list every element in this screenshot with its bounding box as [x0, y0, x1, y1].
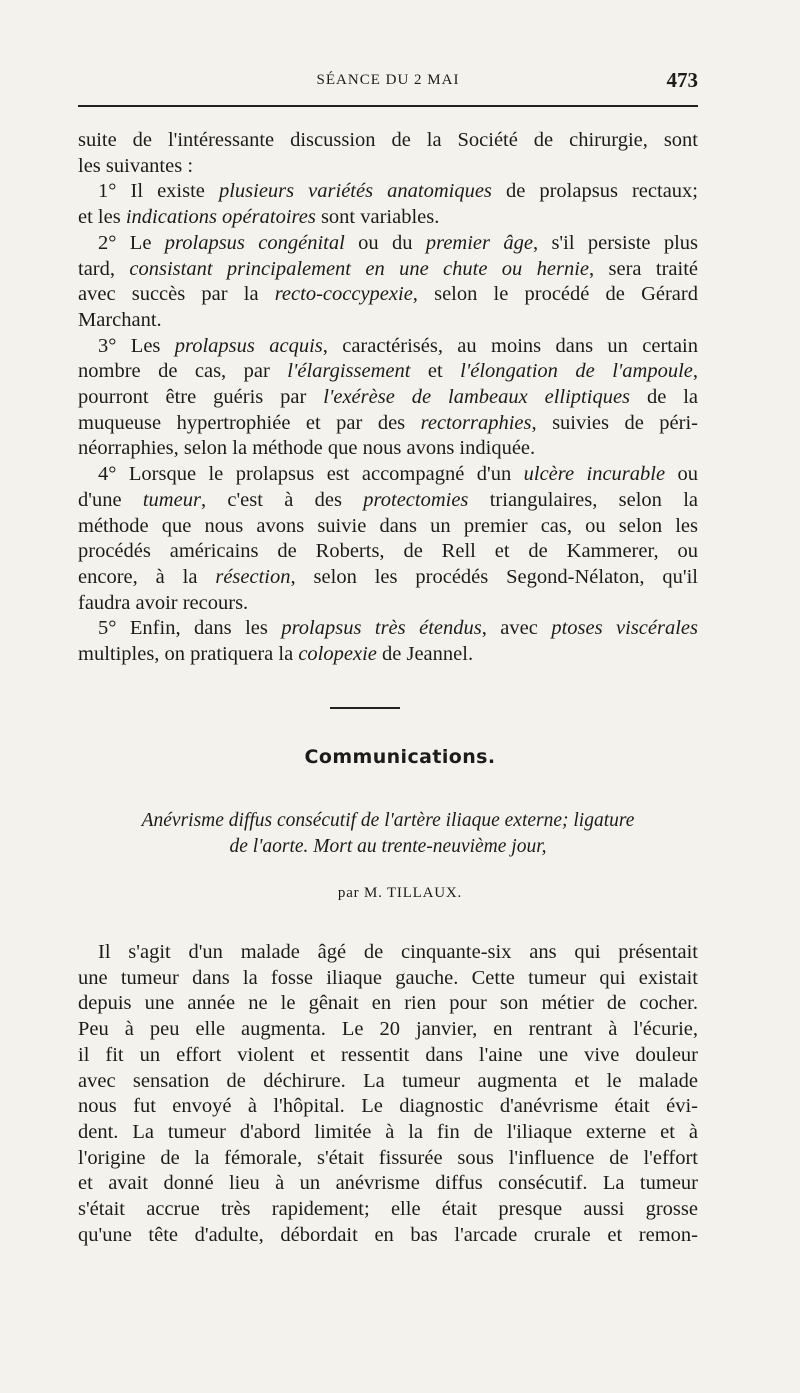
text-run: les suivantes :: [78, 154, 194, 177]
text-run: , selon les procédés Segond-Nélaton, qu'il: [290, 565, 698, 588]
text-run: de prolapsus rectaux;: [491, 180, 698, 203]
text-run: une tumeur dans la fosse iliaque gauche. Cette tumeur qui existait: [78, 966, 698, 989]
text-run: , avec: [481, 617, 552, 640]
article-title: [78, 808, 698, 860]
text-line: [78, 179, 698, 205]
text-run: Il s'agit d'un malade âgé de cinquante-six ans qui présentait: [98, 941, 698, 963]
text-run: , selon le procédé de Gérard: [412, 283, 698, 306]
italic-run: l'élongation de l'ampoule: [460, 360, 693, 383]
text-line: [78, 1069, 698, 1095]
text-run: , suivies de péri-: [531, 411, 698, 434]
intro-text: [78, 128, 698, 668]
text-run: l'origine de la fémorale, s'était fissurée sous l'influence de l'effort: [78, 1146, 698, 1169]
text-run: faudra avoir recours.: [78, 591, 249, 614]
text-run: de Jeannel.: [376, 643, 474, 666]
text-line: [78, 462, 698, 488]
text-run: tard,: [78, 257, 130, 280]
text-line: [78, 940, 698, 966]
text-run: avec succès par la: [78, 283, 275, 306]
text-run: , c'est à des: [200, 488, 364, 511]
text-line: [78, 385, 698, 411]
text-run: depuis une année ne le gênait en rien pour son métier de cocher.: [78, 992, 698, 1015]
text-line: [78, 591, 698, 617]
text-run: et les: [78, 206, 126, 229]
text-run: 5° Enfin, dans les: [98, 617, 282, 640]
text-line: [78, 282, 698, 308]
text-run: de la: [630, 386, 699, 409]
text-line: [78, 154, 698, 180]
italic-run: prolapsus congénital: [164, 231, 345, 254]
text-run: encore, à la: [78, 565, 216, 588]
text-line: [78, 411, 698, 437]
italic-run: prolapsus très étendus: [281, 617, 482, 640]
text-line: [78, 642, 698, 668]
text-run: Marchant.: [78, 308, 162, 331]
text-run: dent. La tumeur d'abord limitée à la fin de l'iliaque externe et à: [78, 1120, 698, 1143]
text-run: 1° Il existe: [98, 180, 219, 203]
text-run: ou du: [344, 231, 426, 254]
body-text: [78, 940, 698, 1248]
italic-run: protectomies: [363, 488, 469, 511]
text-run: , sera traité: [589, 257, 698, 280]
italic-run: recto-coccypexie: [274, 283, 413, 306]
text-line: [78, 539, 698, 565]
text-line: [78, 1094, 698, 1120]
text-line: [78, 1120, 698, 1146]
text-run: Peu à peu elle augmenta. Le 20 janvier, en rentrant à l'écurie,: [78, 1018, 698, 1041]
header-rule: [78, 105, 698, 107]
text-run: multiples, on pratiquera la: [78, 643, 299, 666]
text-line: [78, 488, 698, 514]
text-run: , s'il persiste plus: [532, 231, 699, 254]
text-run: qu'une tête d'adulte, débordait en bas l'arcade crurale et remon-: [78, 1223, 698, 1246]
italic-run: tumeur: [142, 488, 201, 511]
running-title: SÉANCE DU 2 MAI: [316, 72, 460, 88]
text-line: [78, 1146, 698, 1172]
text-line: [78, 514, 698, 540]
text-run: il fit un effort violent et ressentit dans l'aine une vive douleur: [78, 1043, 698, 1066]
italic-run: rectorraphies: [420, 411, 532, 434]
text-run: triangulaires, selon la: [468, 488, 698, 511]
text-line: [78, 565, 698, 591]
text-run: et avait donné lieu à un anévrisme diffus consécutif. La tumeur: [78, 1172, 698, 1195]
text-run: nombre de cas, par: [78, 360, 288, 383]
text-run: 2° Le: [98, 231, 165, 254]
text-line: [78, 1223, 698, 1249]
italic-run: consistant principalement en une chute ou hernie: [129, 257, 590, 280]
text-run: ,: [692, 360, 698, 383]
italic-run: l'exérèse de lambeaux elliptiques: [323, 386, 631, 409]
text-line: [78, 1017, 698, 1043]
text-line: [78, 436, 698, 462]
text-run: sont variables.: [315, 206, 440, 229]
text-run: pourront être guéris par: [78, 386, 324, 409]
section-title: Communications.: [304, 746, 496, 768]
text-run: 4° Lorsque le prolapsus est accompagné d'un: [98, 463, 524, 486]
text-line: [78, 334, 698, 360]
text-run: néorraphies, selon la méthode que nous avons indiquée.: [78, 437, 536, 460]
text-run: , caractérisés, au moins dans un certain: [322, 334, 699, 357]
text-run: et: [410, 360, 461, 383]
text-line: [78, 308, 698, 334]
text-line: [78, 1171, 698, 1197]
text-run: nous fut envoyé à l'hôpital. Le diagnostic d'anévrisme était évi-: [78, 1095, 698, 1118]
text-line: [78, 128, 698, 154]
text-run: ou: [665, 463, 699, 486]
text-run: 3° Les: [98, 334, 175, 357]
text-line: [78, 257, 698, 283]
text-line: [78, 616, 698, 642]
article-title-line: Anévrisme diffus consécutif de l'artère iliaque externe; ligature: [141, 810, 635, 831]
text-run: s'était accrue très rapidement; elle était presque aussi grosse: [78, 1198, 698, 1221]
article-title-line: de l'aorte. Mort au trente-neuvième jour,: [229, 836, 547, 857]
running-head: [78, 68, 698, 98]
italic-run: résection: [215, 565, 291, 588]
byline: par M. TILLAUX.: [337, 885, 463, 901]
text-line: [78, 1197, 698, 1223]
italic-run: colopexie: [298, 643, 377, 666]
italic-run: premier âge: [425, 231, 533, 254]
italic-run: ptoses viscérales: [551, 617, 698, 640]
text-run: d'une: [78, 488, 143, 511]
text-line: [78, 1043, 698, 1069]
text-run: suite de l'intéressante discussion de la Société de chirurgie, sont: [78, 129, 698, 151]
text-line: [78, 205, 698, 231]
text-run: procédés américains de Roberts, de Rell et de Kammerer, ou: [78, 540, 698, 563]
text-line: [78, 359, 698, 385]
text-run: avec sensation de déchirure. La tumeur augmenta et le malade: [78, 1069, 698, 1092]
text-line: [78, 231, 698, 257]
text-run: muqueuse hypertrophiée et par des: [78, 411, 421, 434]
section-separator: [330, 707, 400, 709]
italic-run: plusieurs variétés anatomiques: [218, 180, 492, 203]
italic-run: l'élargissement: [287, 360, 411, 383]
italic-run: ulcère incurable: [523, 463, 666, 486]
page-number: 473: [666, 68, 698, 92]
text-run: méthode que nous avons suivie dans un premier cas, ou selon les: [78, 514, 698, 537]
italic-run: prolapsus acquis: [174, 334, 323, 357]
text-line: [78, 991, 698, 1017]
text-line: [78, 966, 698, 992]
italic-run: indications opératoires: [125, 206, 316, 229]
